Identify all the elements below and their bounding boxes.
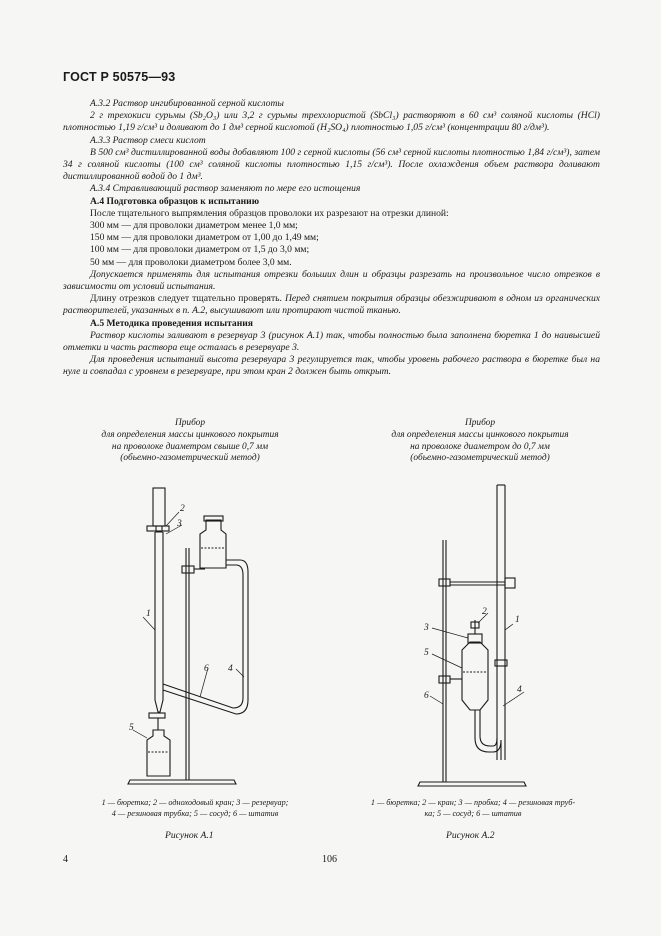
caption-line: Прибор bbox=[174, 418, 206, 428]
label-1: 1 bbox=[146, 609, 151, 619]
section-a5-p2: Для проведения испытаний высота резервуара 3 регулируется так, чтобы уровень рабочего раствора в бюретке был на нуле и совпадал с уровнем в резервуаре, при этом кран 2 должен быть открыт. bbox=[63, 354, 600, 378]
clamp bbox=[439, 579, 450, 586]
caption-line: для определения массы цинкового покрытия bbox=[101, 429, 279, 440]
section-a4-note: Допускается применять для испытания отрезки больших длин и образцы разрезать на произвольное число отрезков в зависимости от условий испытания. bbox=[63, 268, 600, 293]
length-item: 100 мм — для проволоки диаметром от 1,5 до 3,0 мм; bbox=[90, 244, 310, 256]
caption-line: на проволоке диаметром свыше 0,7 мм bbox=[111, 441, 269, 452]
stand-base bbox=[418, 782, 526, 786]
rubber-tube bbox=[163, 560, 248, 714]
figure-a2-title: Рисунок А.2 bbox=[446, 830, 495, 841]
stopcock bbox=[147, 526, 169, 531]
label-3: 3 bbox=[177, 519, 182, 529]
figure-left-legend bbox=[70, 797, 320, 819]
section-a34-text: А.3.4 Стравливающий раствор заменяют по мере его истощения bbox=[90, 183, 361, 195]
length-item: 150 мм — для проволоки диаметром от 1,00 до 1,49 мм; bbox=[90, 232, 319, 244]
label-4: 4 bbox=[517, 685, 522, 695]
length-item: 50 мм — для проволоки диаметром более 3,0 мм. bbox=[90, 256, 292, 268]
label-6: 6 bbox=[424, 691, 429, 701]
label-5: 5 bbox=[129, 723, 134, 733]
label-2: 2 bbox=[180, 504, 185, 514]
legend-line: ка; 5 — сосуд; 6 — штатив bbox=[424, 809, 522, 818]
clamp bbox=[182, 566, 194, 573]
figure-right-legend bbox=[348, 797, 598, 819]
figure-a2-drawing bbox=[418, 485, 526, 786]
section-a32-title: А.3.2 Раствор ингибированной серной кислоты bbox=[90, 98, 284, 109]
section-a33-title: А.3.3 Раствор смеси кислот bbox=[90, 134, 206, 146]
standard-header: ГОСТ Р 50575—93 bbox=[63, 70, 176, 84]
legend-line: 1 — бюретка; 2 — одноходовый кран; 3 — резервуар; bbox=[101, 798, 289, 807]
section-a4-check: Длину отрезков следует тщательно проверять. bbox=[90, 293, 282, 305]
label-1: 1 bbox=[515, 615, 520, 625]
caption-line: (обьемно-газометрический метод) bbox=[120, 453, 260, 464]
caption-line: на проволоке диаметром до 0,7 мм bbox=[410, 441, 550, 452]
legend-line: 1 — бюретка; 2 — кран; 3 — пробка; 4 — резиновая труб- bbox=[370, 798, 576, 807]
section-a33-text: В 500 см³ дистиллированной воды добавляют 100 г серной кислоты (56 см³ серной кислоты плотностью 1,84 г/см³), затем 34 г соляной кислоты (100 см³ соляной кислоты плотностью 1,15 г/см³). После охлаждения объем раствора доливают дистиллированной водой до 1 дм³. bbox=[63, 146, 600, 183]
vessel bbox=[147, 730, 170, 776]
stand-base bbox=[128, 780, 236, 784]
section-a5-title: А.5 Методика проведения испытания bbox=[90, 317, 253, 329]
page-number-left: 4 bbox=[63, 854, 68, 865]
label-5: 5 bbox=[424, 648, 429, 658]
label-6: 6 bbox=[204, 664, 209, 674]
section-a4-intro: После тщательного выпрямления образцов проволоки их разрезают на отрезки длиной: bbox=[90, 207, 449, 219]
caption-line: (обьемно-газометрический метод) bbox=[410, 453, 550, 464]
figure-a1-drawing bbox=[128, 488, 248, 784]
page-number-center: 106 bbox=[322, 854, 337, 865]
section-a32-text: 2 г трехокиси сурьмы (Sb₂O₃) или 3,2 г сурьмы треххлористой (SbCl₃) растворяют в 60 см³ соляной кислоты (HCl) плотностью 1,19 г/см³ и доливают до 1 дм³ серной кислотой (H₂SO₄) плотностью 1,05 г/см³ (концентрации 80 г/дм³). bbox=[63, 110, 600, 134]
section-a4-degrease-text: Перед снятием покрытия образцы обезжиривают в одном из органических растворителей, указанных в п. А.2, высушивают или протирают чистой тканью. bbox=[63, 293, 600, 317]
section-a5-p1: Раствор кислоты заливают в резервуар 3 (рисунок А.1) так, чтобы полностью была заполнена бюретка 1 до наивысшей отметки и часть раствора еще осталась в резервуаре 3. bbox=[63, 329, 600, 354]
label-3: 3 bbox=[424, 623, 429, 633]
vessel bbox=[462, 642, 488, 710]
caption-line: Прибор bbox=[464, 418, 496, 428]
figure-a1-title: Рисунок А.1 bbox=[165, 830, 214, 841]
label-4: 4 bbox=[228, 664, 233, 674]
caption-line: для определения массы цинкового покрытия bbox=[391, 429, 569, 440]
section-a4-title: А.4 Подготовка образцов к испытанию bbox=[90, 195, 260, 207]
burette-top bbox=[153, 488, 165, 526]
length-item: 300 мм — для проволоки диаметром менее 1,0 мм; bbox=[90, 220, 298, 232]
label-2: 2 bbox=[482, 607, 487, 617]
legend-line: 4 — резиновая трубка; 5 — сосуд; 6 — штатив bbox=[111, 809, 279, 818]
reservoir bbox=[200, 520, 226, 568]
